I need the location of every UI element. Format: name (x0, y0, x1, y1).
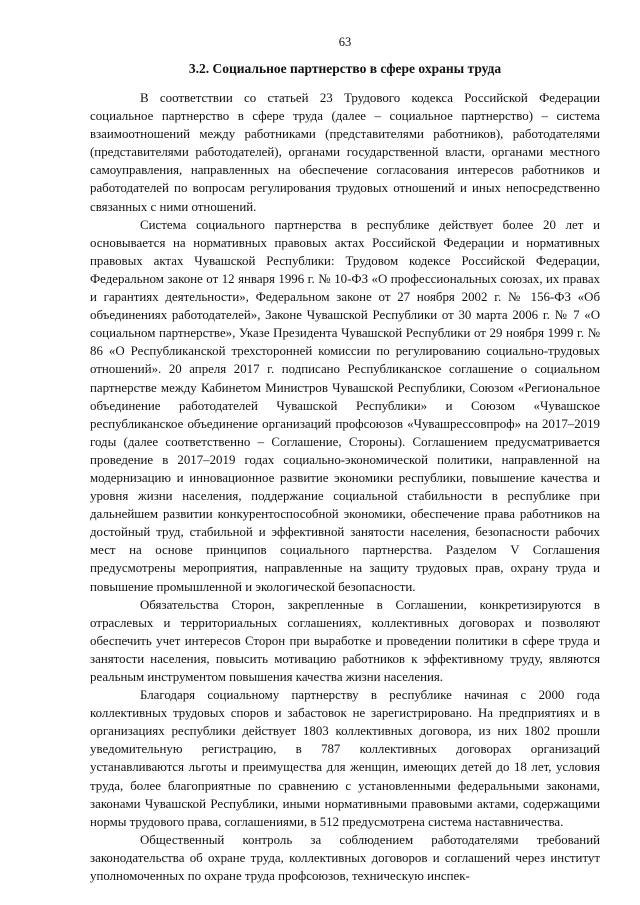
paragraph-1: В соответствии со статьей 23 Трудового кодекса Российской Федерации социальное партнерство в сфере труда (далее – социальное партнерство) – система взаимоотношений между работниками (представителями работников), работодателями (представителями работодателей), органами государственной власти, органами местного самоуправления, направленных на обеспечение согласования интересов работников и работодателей по вопросам регулирования трудовых отношений и иных непосредственно связанных с ними отношений. (90, 91, 600, 214)
section-title: 3.2. Социальное партнерство в сфере охраны труда (188, 61, 502, 76)
paragraph-2: Система социального партнерства в республике действует более 20 лет и основывается на нормативных правовых актах Российской Федерации и нормативных правовых актах Чувашской Республики: Трудовом кодексе Российской Федерации, Федеральном законе от 12 января 1996 г. № 10-ФЗ «О профессиональных союзах, их правах и гарантиях деятельности», Федеральном законе от 27 ноября 2002 г. № 156-ФЗ «Об объединениях работодателей», Законе Чувашской Республики от 30 марта 2006 г. № 7 «О социальном партнерстве», Указе Президента Чувашской Республики от 29 ноября 1999 г. № 86 «О Республиканской трехсторонней комиссии по регулированию социально-трудовых отношений». 20 апреля 2017 г. подписано Республиканское соглашение о социальном партнерстве между Кабинетом Министров Чувашской Республики, Союзом «Региональное объединение работодателей Чувашской Республики» и Союзом «Чувашское республиканское объединение организаций профсоюзов «Чувашрессовпроф» на 2017–2019 годы (далее соответственно – Соглашение, Стороны). Соглашением предусматривается проведение в 2017–2019 годах социально-экономической политики, направленной на модернизацию и инновационное развитие экономики республики, повышение качества и уровня жизни населения, поддержание социальной стабильности в республике при дальнейшем развитии конкурентоспособной экономики, обеспечение права работников на достойный труд, стабильной и эффективной занятости населения, безопасности рабочих мест на основе принципов социального партнерства. Разделом V Соглашения предусмотрены мероприятия, направленные на защиту трудовых прав, охрану труда и повышение промышленной и экологической безопасности. (90, 217, 600, 594)
document-page (90, 34, 600, 885)
page-number: 63 (338, 35, 352, 49)
paragraph-3: Обязательства Сторон, закрепленные в Соглашении, конкретизируются в отраслевых и территориальных соглашениях, коллективных договорах и позволяют обеспечить учет интересов Сторон при выработке и проведении политики в сфере труда и занятости населения, повысить мотивацию работников к эффективному труду, являются реальным инструментом повышения качества жизни населения. (90, 597, 600, 684)
paragraph-5: Общественный контроль за соблюдением работодателями требований законодательства об охране труда, коллективных договоров и соглашений через институт уполномоченных по охране труда профсоюзов, техническую инспек- (90, 832, 600, 884)
paragraph-4: Благодаря социальному партнерству в республике начиная с 2000 года коллективных трудовых споров и забастовок не зарегистрировано. На предприятиях и в организациях республики действует 1803 коллективных договора, из них 1802 прошли уведомительную регистрацию, в 787 коллективных договорах организаций устанавливаются льготы и преимущества для женщин, имеющих детей до 18 лет, условия труда, более благоприятные по сравнению с установленными федеральными законами, законами Чувашской Республики, иными нормативными правовыми актами, содержащими нормы трудового права, соглашениями, в 512 предусмотрена система наставничества. (90, 688, 600, 829)
